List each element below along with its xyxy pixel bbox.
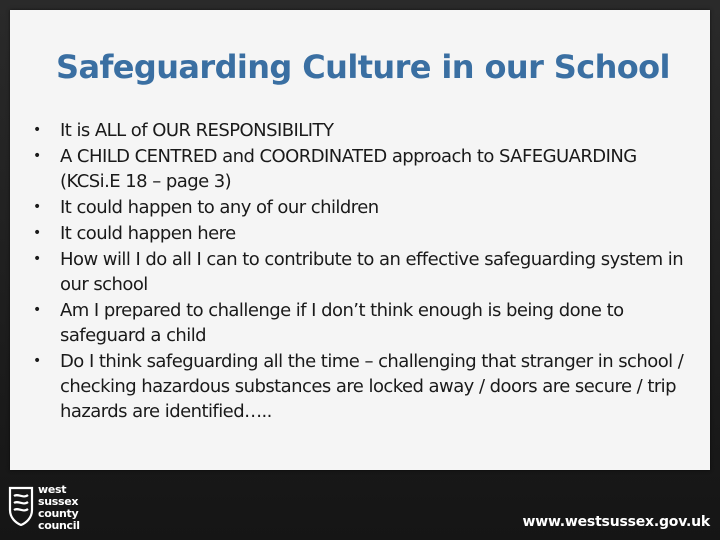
bullet-dot-icon: •	[33, 199, 41, 215]
bullet-dot-icon: •	[33, 353, 41, 369]
bullet-item	[30, 298, 698, 348]
bullet-item	[30, 118, 698, 143]
bullet-dot-icon: •	[33, 302, 41, 318]
bullet-item	[30, 247, 698, 297]
bullet-dot-icon: •	[33, 251, 41, 267]
bullet-dot-icon: •	[33, 225, 41, 241]
bullet-text: Do I think safeguarding all the time – challenging that stranger in school / checking hazardous substances are locked away / doors are secure / trip hazards are identified…..	[60, 351, 684, 422]
bullet-text: It is ALL of OUR RESPONSIBILITY	[60, 120, 334, 141]
bullet-item	[30, 195, 698, 220]
content-panel	[10, 10, 710, 470]
logo-line: west	[38, 483, 67, 496]
bullet-item	[30, 349, 698, 424]
bullet-text: Am I prepared to challenge if I don’t think enough is being done to safeguard a child	[60, 300, 624, 346]
bullet-item	[30, 221, 698, 246]
crest-icon	[8, 486, 34, 526]
council-logo	[8, 484, 88, 536]
website-url: www.westsussex.gov.uk	[522, 514, 710, 530]
footer-bar	[0, 472, 720, 540]
logo-line: council	[38, 519, 80, 532]
bullet-text: A CHILD CENTRED and COORDINATED approach to SAFEGUARDING (KCSi.E 18 – page 3)	[60, 146, 637, 192]
logo-wordmark	[38, 484, 80, 532]
bullet-list	[30, 118, 698, 425]
bullet-dot-icon: •	[33, 148, 41, 164]
bullet-text: It could happen here	[60, 223, 236, 244]
logo-line: county	[38, 507, 79, 520]
bullet-dot-icon: •	[33, 122, 41, 138]
bullet-text: How will I do all I can to contribute to an effective safeguarding system in our school	[60, 249, 684, 295]
slide-title: Safeguarding Culture in our School	[56, 48, 670, 86]
bullet-text: It could happen to any of our children	[60, 197, 379, 218]
bullet-item	[30, 144, 698, 194]
logo-line: sussex	[38, 495, 79, 508]
